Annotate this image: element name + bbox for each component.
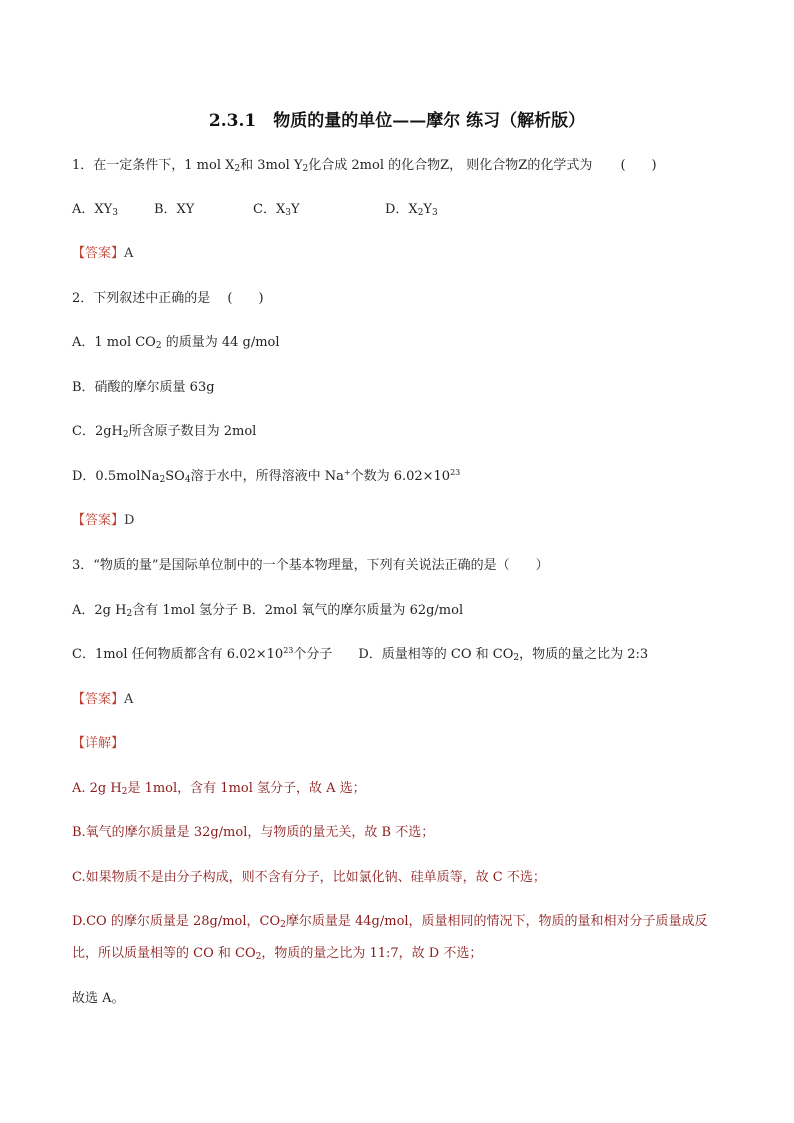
q2-option-d: D．$0.5molNa_2SO_4$溶于水中，所得溶液中 Na+个数为 $6.02\times 10^{23}$ [72,468,461,485]
question-1-options [72,201,438,219]
q1-option-b: B．XY [154,202,195,217]
q3-detail-d-line-1: D.CO 的摩尔质量是 28g/mol，$CO_2$摩尔质量是 44g/mol，质量相同的情况下，物质的量和相对分子质量成反 [72,914,708,930]
q3-detail-a: A. 2g $H_2$是 1mol，含有 1mol 氢分子，故 A 选； [72,781,366,797]
question-3-detail-heading: 【详解】 [72,736,125,751]
q3-detail-b: B.氧气的摩尔质量是 32g/mol，与物质的量无关，故 B 不选； [72,825,435,840]
question-2-answer: 【答案】D [72,513,135,528]
page-title: 2.3.1 物质的量的单位——摩尔 练习（解析版） [208,111,586,131]
question-3-stem: 3．“物质的量”是国际单位制中的一个基本物理量，下列有关说法正确的是（ ） [72,558,549,573]
q2-option-c: C．$2gH_2$所含原子数目为 2mol [72,424,257,440]
question-1-stem: 1．在一定条件下，1 mol $X_2$和 3mol $Y_2$化合成 2mol 的化合物Z， 则化合物Z的化学式为 ( ) [72,158,657,174]
question-3-answer: 【答案】A [72,692,134,707]
q1-option-a: A．$XY_3$ [72,202,118,218]
q3-options-ab: A．2g $H_2$含有 1mol 氢分子 B．2mol 氧气的摩尔质量为 62g/mol [72,603,464,619]
q1-option-c: C．$X_3Y$ [253,202,300,218]
q3-detail-c: C.如果物质不是由分子构成，则不含有分子，比如氯化钠、硅单质等，故 C 不选； [72,870,546,885]
q2-option-b: B．硝酸的摩尔质量 63g [72,380,215,395]
q3-conclusion: 故选 A。 [72,991,125,1006]
q3-options-cd: C．1mol 任何物质都含有 $6.02\times 10^{23}$个分子 D．质量相等的 CO 和 $CO_2$，物质的量之比为 2:3 [72,646,649,663]
q3-detail-d-line-2: 比，所以质量相等的 CO 和 $CO_2$，物质的量之比为 11:7，故 D 不选； [72,946,483,962]
q2-option-a: A．1 mol $CO_2$ 的质量为 44 g/mol [72,335,280,351]
q1-option-d: D．$X_2Y_3$ [385,202,438,218]
question-2-stem: 2．下列叙述中正确的是 ( ) [72,291,264,306]
question-1-answer: 【答案】A [72,246,134,261]
